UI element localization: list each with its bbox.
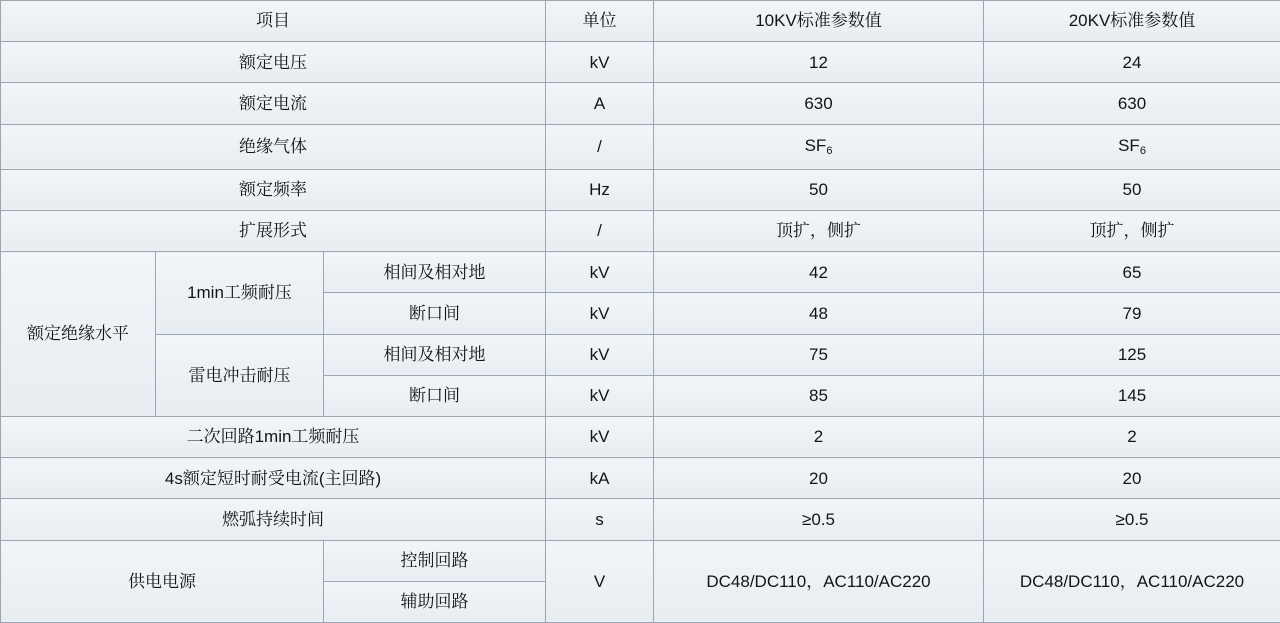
row-value-10kv: 20 (654, 458, 984, 499)
insulation-item-label: 相间及相对地 (324, 334, 546, 375)
row-value-10kv: 12 (654, 42, 984, 83)
row-unit: kV (546, 375, 654, 416)
sf6-main: SF (804, 135, 827, 155)
insulation-item-label: 断口间 (324, 375, 546, 416)
row-value-10kv: 630 (654, 83, 984, 124)
row-label: 燃弧持续时间 (1, 499, 546, 540)
insulation-item-label: 相间及相对地 (324, 252, 546, 293)
table-row (1, 42, 1280, 83)
table-row-insulation (1, 252, 1280, 293)
row-unit: Hz (546, 169, 654, 210)
row-unit: A (546, 83, 654, 124)
row-value-20kv: 65 (984, 252, 1280, 293)
table-row (1, 458, 1280, 499)
sf6-subscript: 6 (826, 144, 833, 157)
table-row (1, 169, 1280, 210)
row-unit: / (546, 124, 654, 169)
header-10kv: 10KV标准参数值 (654, 1, 984, 42)
table-row-power-supply (1, 540, 1280, 581)
row-value-20kv: 2 (984, 416, 1280, 457)
sf6-main: SF (1118, 135, 1140, 155)
insulation-group-label: 额定绝缘水平 (1, 252, 156, 417)
row-unit: kV (546, 42, 654, 83)
row-value-20kv (984, 124, 1280, 169)
table-row-insulation (1, 334, 1280, 375)
header-20kv: 20KV标准参数值 (984, 1, 1280, 42)
row-value-20kv: 24 (984, 42, 1280, 83)
row-unit: kV (546, 293, 654, 334)
row-unit: kV (546, 416, 654, 457)
row-value-20kv: DC48/DC110，AC110/AC220 (984, 540, 1280, 622)
row-value-10kv: 2 (654, 416, 984, 457)
row-value-10kv: DC48/DC110，AC110/AC220 (654, 540, 984, 622)
table-row (1, 124, 1280, 169)
row-value-20kv: 20 (984, 458, 1280, 499)
row-unit: kA (546, 458, 654, 499)
row-unit: kV (546, 334, 654, 375)
row-label: 二次回路1min工频耐压 (1, 416, 546, 457)
header-unit: 单位 (546, 1, 654, 42)
row-value-10kv (654, 124, 984, 169)
row-label: 扩展形式 (1, 210, 546, 251)
row-unit: kV (546, 252, 654, 293)
table-header-row (1, 1, 1280, 42)
row-value-10kv: 42 (654, 252, 984, 293)
row-unit: / (546, 210, 654, 251)
row-label: 额定频率 (1, 169, 546, 210)
sf6-subscript: 6 (1139, 144, 1146, 157)
header-item: 项目 (1, 1, 546, 42)
row-label: 额定电压 (1, 42, 546, 83)
row-value-20kv: 125 (984, 334, 1280, 375)
insulation-item-label: 断口间 (324, 293, 546, 334)
row-label: 额定电流 (1, 83, 546, 124)
power-supply-sub-auxiliary-circuit: 辅助回路 (324, 581, 546, 622)
row-value-20kv: 145 (984, 375, 1280, 416)
row-value-20kv: 50 (984, 169, 1280, 210)
row-value-10kv: 85 (654, 375, 984, 416)
table-row (1, 416, 1280, 457)
table-row (1, 499, 1280, 540)
row-label: 绝缘气体 (1, 124, 546, 169)
row-unit: s (546, 499, 654, 540)
row-unit: V (546, 540, 654, 622)
table-row (1, 210, 1280, 251)
row-value-10kv: 48 (654, 293, 984, 334)
row-value-10kv: 75 (654, 334, 984, 375)
row-value-20kv: 79 (984, 293, 1280, 334)
power-supply-group-label: 供电电源 (1, 540, 324, 622)
row-value-10kv: 50 (654, 169, 984, 210)
table-row (1, 83, 1280, 124)
row-value-20kv: 630 (984, 83, 1280, 124)
row-value-10kv: 顶扩，侧扩 (654, 210, 984, 251)
row-value-10kv: ≥0.5 (654, 499, 984, 540)
row-label: 4s额定短时耐受电流(主回路) (1, 458, 546, 499)
insulation-subgroup-label-power-frequency: 1min工频耐压 (156, 252, 324, 334)
insulation-subgroup-label-lightning-impulse: 雷电冲击耐压 (156, 334, 324, 416)
row-value-20kv: 顶扩，侧扩 (984, 210, 1280, 251)
power-supply-sub-control-circuit: 控制回路 (324, 540, 546, 581)
row-value-20kv: ≥0.5 (984, 499, 1280, 540)
